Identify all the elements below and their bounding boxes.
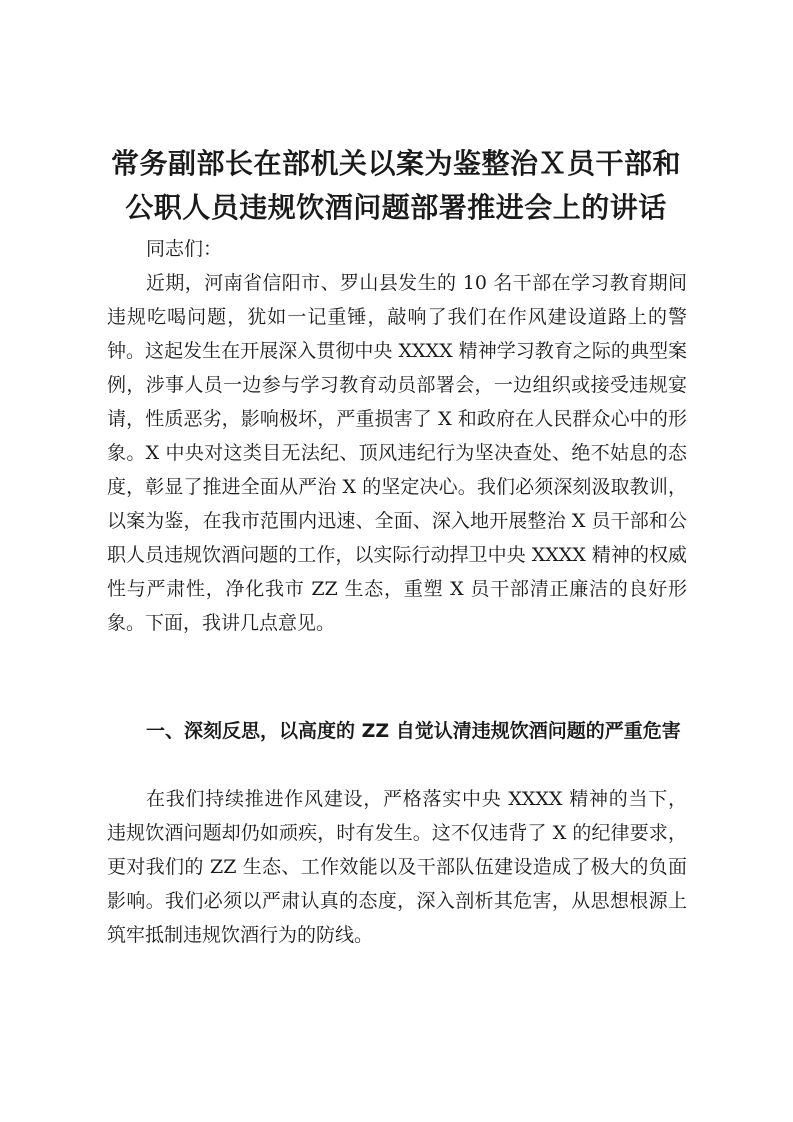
section-heading-1: 一、深刻反思，以高度的 ZZ 自觉认清违规饮酒问题的严重危害 [146, 720, 681, 742]
title-line-2: 公职人员违规饮酒问题部署推进会上的讲话 [125, 191, 667, 224]
paragraph-section-1: 在我们持续推进作风建设，严格落实中央 XXXX 精神的当下，违规饮酒问题却仍如顽疾，时有发生。这不仅违背了 X 的纪律要求，更对我们的 ZZ 生态、工作效能以及干部队伍建设造成了极大的负面影响。我们必须以严肃认真的态度，深入剖析其危害，从思想根源上筑牢抵制违规饮酒行为的防线。 [107, 788, 687, 946]
title-line-1: 常务副部长在部机关以案为鉴整治Ｘ员干部和 [110, 147, 681, 180]
paragraph-intro: 近期，河南省信阳市、罗山县发生的 10 名干部在学习教育期间违规吃喝问题，犹如一记重锤，敲响了我们在作风建设道路上的警钟。这起发生在开展深入贯彻中央 XXXX 精神学习教育之际的典型案例，涉事人员一边参与学习教育动员部署会，一边组织或接受违规宴请，性质恶劣，影响极坏，严重损害了 X 和政府在人民群众心中的形象。X 中央对这类目无法纪、顶风违纪行为坚决查处、绝不姑息的态度，彰显了推进全面从严治 X 的坚定决心。我们必须深刻汲取教训，以案为鉴，在我市范围内迅速、全面、深入地开展整治 X 员干部和公职人员违规饮酒问题的工作，以实际行动捍卫中央 XXXX 精神的权威性与严肃性，净化我市 ZZ 生态，重塑 X 员干部清正廉洁的良好形象。下面，我讲几点意见。 [107, 272, 687, 634]
salutation: 同志们： [146, 238, 223, 260]
document-title [96, 142, 696, 230]
